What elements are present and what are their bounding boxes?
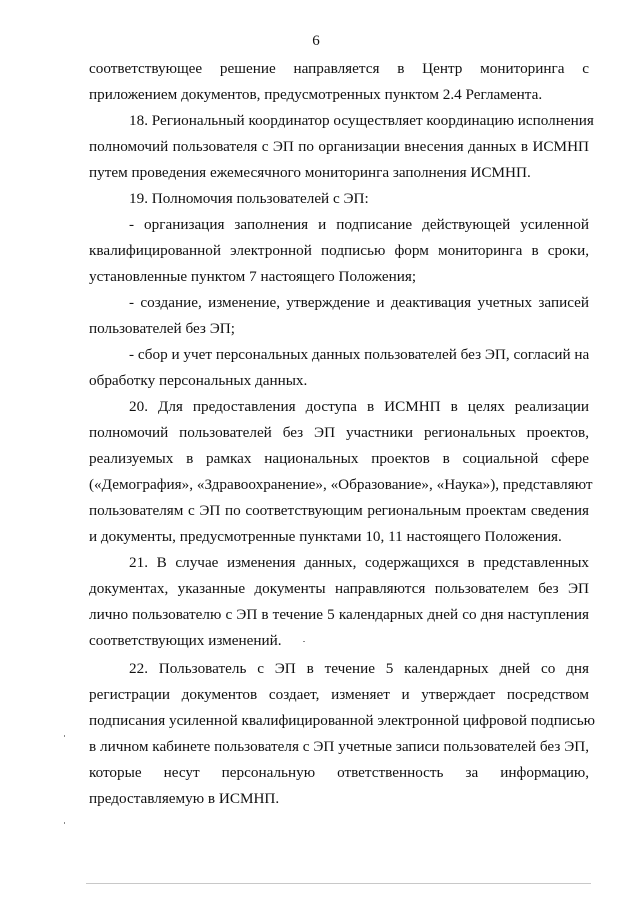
text-line: которые несут персональную ответственность за информацию, xyxy=(89,764,589,781)
text-line: путем проведения ежемесячного мониторинга заполнения ИСМНП. xyxy=(89,164,531,181)
text-line: соответствующее решение направляется в Центр мониторинга с xyxy=(89,60,589,77)
scan-speck xyxy=(64,735,65,737)
text-line: в личном кабинете пользователя с ЭП учетные записи пользователей без ЭП, xyxy=(89,738,589,755)
text-line: - организация заполнения и подписание действующей усиленной xyxy=(129,216,589,233)
text-line: («Демография», «Здравоохранение», «Образование», «Наука»), представляют xyxy=(89,476,593,493)
bottom-edge-line xyxy=(86,883,591,884)
text-line: установленные пунктом 7 настоящего Положения; xyxy=(89,268,417,285)
text-line: - создание, изменение, утверждение и деактивация учетных записей xyxy=(129,294,589,311)
page-number: 6 xyxy=(312,33,320,49)
text-line: реализуемых в рамках национальных проектов в социальной сфере xyxy=(89,450,589,467)
text-line: обработку персональных данных. xyxy=(89,372,308,389)
text-line: предоставляемую в ИСМНП. xyxy=(89,790,280,807)
scan-speck xyxy=(303,641,305,642)
text-line: 18. Региональный координатор осуществляет координацию исполнения xyxy=(129,112,594,129)
text-line: пользователям с ЭП по соответствующим региональным проектам сведения xyxy=(89,502,589,519)
text-line: соответствующих изменений. xyxy=(89,632,282,649)
text-line: 21. В случае изменения данных, содержащихся в представленных xyxy=(129,554,589,571)
text-line: и документы, предусмотренные пунктами 10, 11 настоящего Положения. xyxy=(89,528,562,545)
text-line: полномочий пользователя с ЭП по организации внесения данных в ИСМНП xyxy=(89,138,589,155)
text-line: пользователей без ЭП; xyxy=(89,320,235,337)
text-line: регистрации документов создает, изменяет и утверждает посредством xyxy=(89,686,589,703)
text-line: подписания усиленной квалифицированной электронной цифровой подписью xyxy=(89,712,596,729)
text-line: 22. Пользователь с ЭП в течение 5 календарных дней со дня xyxy=(129,660,589,677)
text-line: - сбор и учет персональных данных пользователей без ЭП, согласий на xyxy=(129,346,590,363)
text-line: 19. Полномочия пользователей с ЭП: xyxy=(129,190,369,207)
text-line: полномочий пользователей без ЭП участники региональных проектов, xyxy=(89,424,589,441)
text-line: документах, указанные документы направляются пользователем без ЭП xyxy=(89,580,589,597)
text-line: лично пользователю с ЭП в течение 5 календарных дней со дня наступления xyxy=(89,606,589,623)
scan-speck xyxy=(64,822,65,824)
text-line: квалифицированной электронной подписью форм мониторинга в сроки, xyxy=(89,242,589,259)
text-line: 20. Для предоставления доступа в ИСМНП в целях реализации xyxy=(129,398,589,415)
text-line: приложением документов, предусмотренных пунктом 2.4 Регламента. xyxy=(89,86,543,103)
